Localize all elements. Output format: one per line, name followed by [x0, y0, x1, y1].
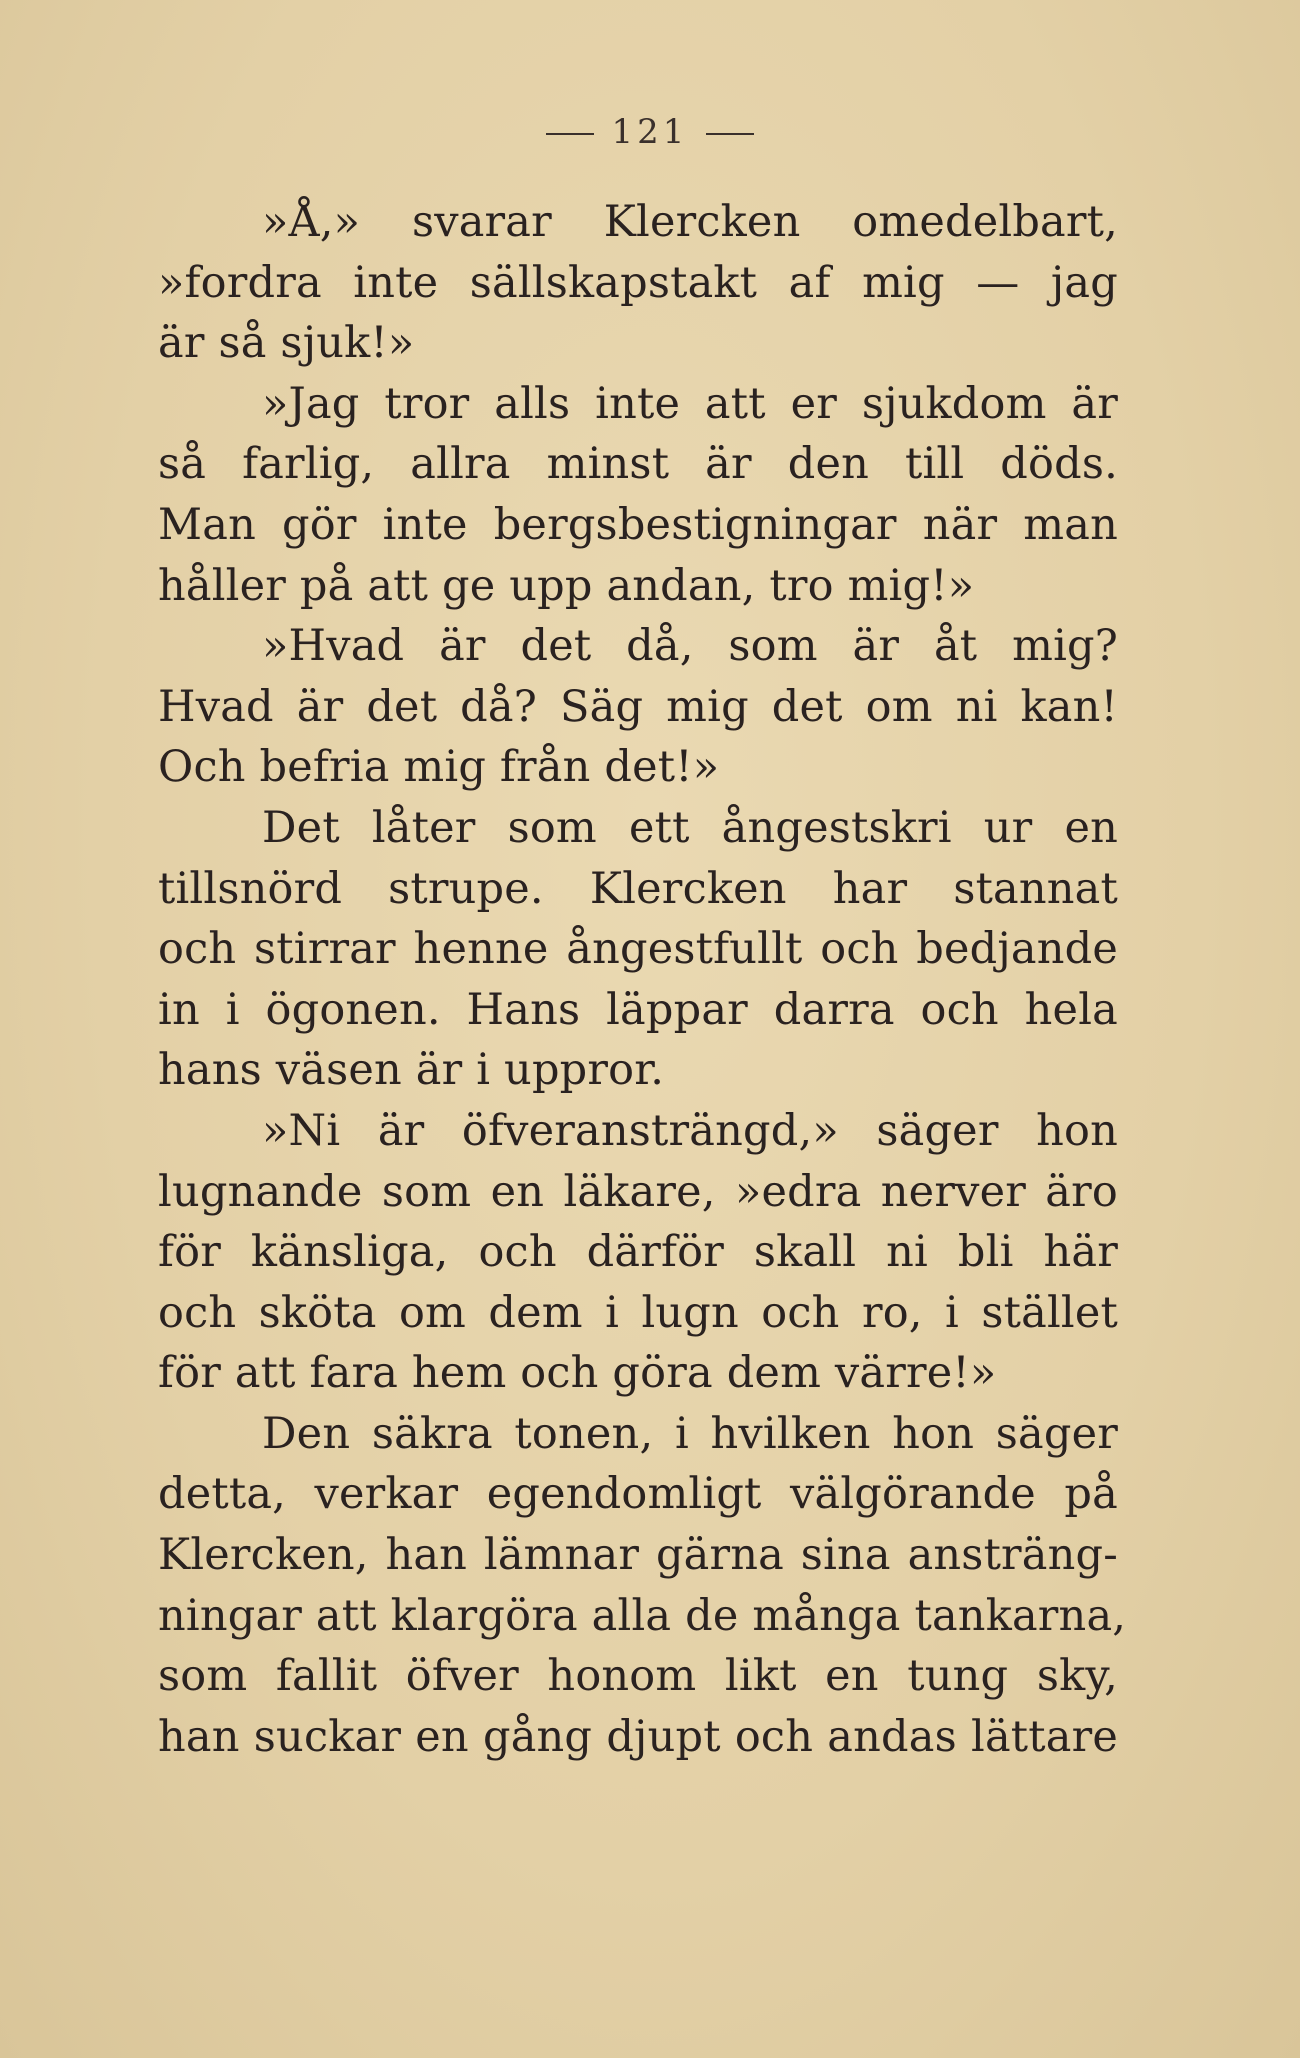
text-line: Den säkra tonen, i hvilken hon säger — [262, 1408, 1118, 1459]
page-number: 121 — [611, 112, 689, 152]
text-line: för att fara hem och göra dem värre!» — [158, 1348, 997, 1399]
text-line: och stirrar henne ångestfullt och bedjande — [158, 924, 1118, 975]
text-line: hans väsen är i uppror. — [158, 1045, 665, 1096]
text-line: detta, verkar egendomligt välgörande på — [158, 1469, 1118, 1520]
text-line: Klercken, han lämnar gärna sina ansträng- — [158, 1530, 1118, 1581]
text-line: lugnande som en läkare, »edra nerver äro — [158, 1166, 1118, 1217]
page-header — [0, 112, 1300, 152]
text-line: håller på att ge upp andan, tro mig!» — [158, 560, 975, 611]
body-text — [158, 192, 1127, 1767]
text-line: han suckar en gång djupt och andas lättare — [158, 1711, 1118, 1762]
text-line: »Jag tror alls inte att er sjukdom är — [262, 378, 1118, 429]
text-line: in i ögonen. Hans läppar darra och hela — [158, 984, 1118, 1035]
text-line: som fallit öfver honom likt en tung sky, — [158, 1651, 1118, 1702]
text-line: Det låter som ett ångestskri ur en — [262, 802, 1118, 853]
header-dash-right — [706, 133, 754, 135]
text-line: »fordra inte sällskapstakt af mig — jag — [158, 257, 1118, 308]
text-line: och sköta om dem i lugn och ro, i stället — [158, 1287, 1118, 1338]
text-line: tillsnörd strupe. Klercken har stannat — [158, 863, 1118, 914]
text-line: ningar att klargöra alla de många tankarna, — [158, 1590, 1127, 1641]
text-line: »Ni är öfveransträngd,» säger hon — [262, 1105, 1118, 1156]
text-line: för känsliga, och därför skall ni bli här — [158, 1227, 1118, 1278]
text-line: Man gör inte bergsbestigningar när man — [158, 499, 1118, 550]
text-line: »Hvad är det då, som är åt mig? — [262, 621, 1118, 672]
text-line: Och befria mig från det!» — [158, 742, 720, 793]
text-line: så farlig, allra minst är den till döds. — [158, 439, 1118, 490]
header-dash-left — [546, 133, 594, 135]
text-line: Hvad är det då? Säg mig det om ni kan! — [158, 681, 1118, 732]
text-line: »Å,» svarar Klercken omedelbart, — [262, 197, 1118, 247]
text-line: är så sjuk!» — [158, 318, 415, 369]
